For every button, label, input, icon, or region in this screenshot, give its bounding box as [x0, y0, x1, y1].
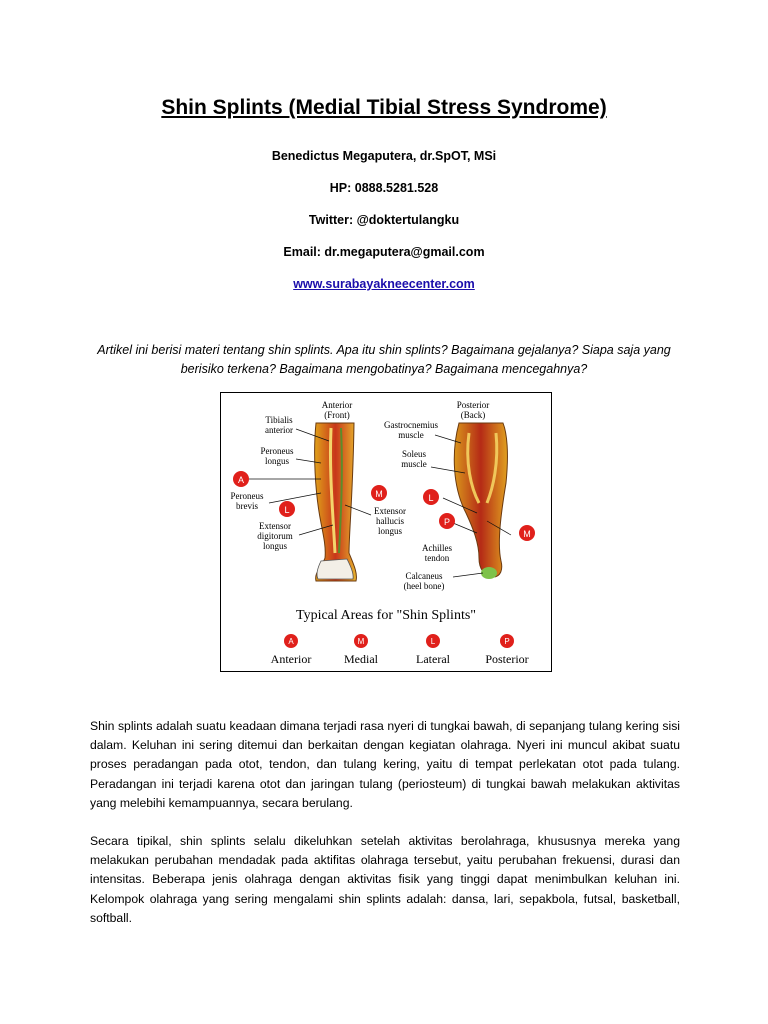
marker-m-label: M: [375, 489, 383, 499]
posterior-heading-1: Posterior: [456, 400, 490, 410]
twitter-line: Twitter: @doktertulangku: [308, 213, 460, 227]
legend-m-name: Medial: [344, 652, 378, 666]
website-link[interactable]: www.surabayakneecenter.com: [293, 277, 475, 291]
posterior-leg-drawing: [454, 423, 507, 579]
marker-p-label: P: [443, 517, 451, 527]
label-gastrocnemius-2: muscle: [398, 430, 424, 440]
document-title: Shin Splints (Medial Tibial Stress Syndrome): [161, 96, 607, 119]
shin-splints-figure: [220, 392, 552, 672]
label-tibialis-1: Tibialis: [265, 415, 293, 425]
label-peroneus-brevis-1: Peroneus: [230, 491, 264, 501]
intro-paragraph: Artikel ini berisi materi tentang shin splints. Apa itu shin splints? Bagaimana gejalanya? Siapa saja yang berisiko terkena? Bagaimana mengobatinya? Bagaimana mencegahnya?: [97, 343, 671, 376]
anterior-heading-1: Anterior: [321, 400, 353, 410]
marker-m2-label: M: [523, 529, 531, 539]
legend-l-letter: L: [430, 637, 436, 646]
label-ext-hallucis-1: Extensor: [374, 506, 406, 516]
label-peroneus-longus-1: Peroneus: [260, 446, 294, 456]
body-paragraph-2: Secara tipikal, shin splints selalu dikeluhkan setelah aktivitas berolahraga, khususnya mereka yang melakukan perubahan mendadak pada aktifitas olahraga tersebut, yaitu perubahan frekuensi, durasi dan intensitas. Beberapa jenis olahraga dengan aktivitas fisik yang tinggi dapat menimbulkan keluhan ini. Kelompok olahraga yang sering mengalami shin splints adalah: dansa, lari, sepakbola, futsal, basketball, softball.: [90, 834, 680, 925]
label-ext-digitorum-1: Extensor: [259, 521, 291, 531]
email-line: Email: dr.megaputera@gmail.com: [283, 245, 485, 259]
label-achilles-2: tendon: [424, 553, 450, 563]
anterior-leg-drawing: [315, 423, 357, 581]
label-ext-digitorum-3: longus: [262, 541, 288, 551]
label-peroneus-longus-2: longus: [264, 456, 290, 466]
label-gastrocnemius-1: Gastrocnemius: [384, 420, 438, 430]
label-calcaneus-1: Calcaneus: [405, 571, 443, 581]
marker-a-label: A: [237, 475, 245, 485]
label-calcaneus-2: (heel bone): [403, 581, 445, 591]
marker-l-label: L: [284, 505, 290, 515]
label-soleus-2: muscle: [401, 459, 427, 469]
legend: [271, 634, 529, 666]
legend-a-letter: A: [288, 637, 294, 646]
legend-p-letter: P: [504, 637, 510, 646]
legend-l-name: Lateral: [416, 652, 450, 666]
label-ext-hallucis-2: hallucis: [376, 516, 404, 526]
label-achilles-1: Achilles: [422, 543, 452, 553]
phone-line: HP: 0888.5281.528: [329, 181, 439, 195]
label-peroneus-brevis-2: brevis: [236, 501, 258, 511]
author-line: Benedictus Megaputera, dr.SpOT, MSi: [271, 149, 497, 163]
label-soleus-1: Soleus: [401, 449, 427, 459]
legend-m-letter: M: [357, 637, 365, 646]
posterior-heading-2: (Back): [460, 410, 486, 420]
figure-caption: Typical Areas for "Shin Splints": [296, 608, 476, 623]
anterior-heading-2: (Front): [324, 410, 350, 420]
legend-a-name: Anterior: [270, 652, 312, 666]
label-ext-digitorum-2: digitorum: [257, 531, 293, 541]
leg-anatomy-illustration: [221, 393, 551, 671]
body-paragraph-1: Shin splints adalah suatu keadaan dimana terjadi rasa nyeri di tungkai bawah, di sepanjang tulang kering sisi dalam. Keluhan ini sering ditemui dan berkaitan dengan kegiatan olahraga. Nyeri ini muncul akibat suatu proses peradangan pada otot, tendon, dan tulang kering, yaitu di tempat perlekatan otot pada tulang. Peradangan ini terjadi karena otot dan jaringan tulang (periosteum) di tungkai bawah melakukan aktivitas yang melebihi kemampuannya, secara berulang.: [90, 719, 680, 810]
legend-p-name: Posterior: [485, 652, 529, 666]
label-tibialis-2: anterior: [265, 425, 293, 435]
label-ext-hallucis-3: longus: [377, 526, 403, 536]
marker-l2-label: L: [428, 493, 434, 503]
